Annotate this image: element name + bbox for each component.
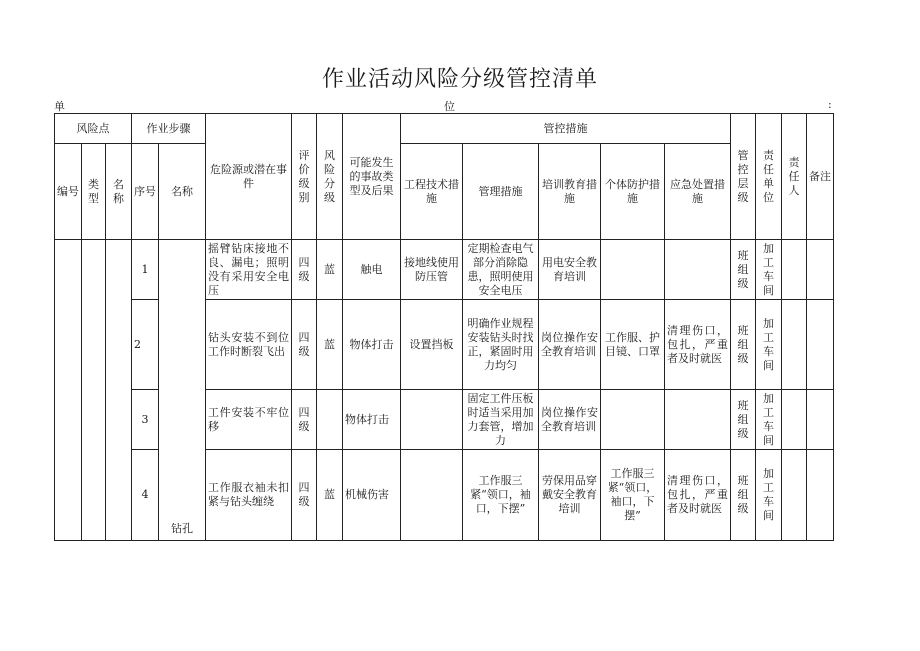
header-work-step: 作业步骤	[132, 114, 206, 144]
row4-hazard: 工作服衣袖未扣紧与钻头缠绕	[206, 450, 292, 541]
row3-remarks	[807, 390, 834, 450]
row3-unit: 加工车间	[756, 390, 782, 450]
header-control-level: 管控层级	[731, 114, 756, 240]
rp-name-cell	[106, 240, 132, 541]
row1-person	[782, 240, 807, 300]
row2-remarks	[807, 300, 834, 390]
row3-control-level: 班组级	[731, 390, 756, 450]
header-risk-grade: 风险分级	[317, 114, 343, 240]
row4-level: 四级	[292, 450, 317, 541]
header-rp-no: 编号	[55, 144, 82, 240]
row2-person	[782, 300, 807, 390]
row3-hazard: 工件安装不牢位移	[206, 390, 292, 450]
step-name-cell: 钻孔	[159, 240, 206, 541]
row4-emergency: 清理伤口，包扎，严重者及时就医	[665, 450, 731, 541]
row2-training: 岗位操作安全教育培训	[539, 300, 601, 390]
row2-unit: 加工车间	[756, 300, 782, 390]
row2-engineering: 设置挡板	[401, 300, 463, 390]
row4-engineering	[401, 450, 463, 541]
row4-accident: 机械伤害	[343, 450, 401, 541]
header-ppe: 个体防护措施	[601, 144, 665, 240]
row4-remarks	[807, 450, 834, 541]
row1-unit: 加工车间	[756, 240, 782, 300]
row3-engineering	[401, 390, 463, 450]
row3-management: 固定工件压板时适当采用加力套管，增加力	[463, 390, 539, 450]
row4-no: 4	[132, 450, 159, 541]
row2-level: 四级	[292, 300, 317, 390]
row1-emergency	[665, 240, 731, 300]
row2-emergency: 清理伤口，包扎，严重者及时就医	[665, 300, 731, 390]
header-risk-point: 风险点	[55, 114, 132, 144]
row3-ppe	[601, 390, 665, 450]
row2-ppe: 工作服、护目镜、口罩	[601, 300, 665, 390]
header-accident-type: 可能发生的事故类型及后果	[343, 114, 401, 240]
row1-level: 四级	[292, 240, 317, 300]
header-rp-name: 名称	[106, 144, 132, 240]
rp-no-cell	[55, 240, 82, 541]
row4-grade: 蓝	[317, 450, 343, 541]
row3-person	[782, 390, 807, 450]
header-hazard: 危险源或潜在事件	[206, 114, 292, 240]
row3-grade	[317, 390, 343, 450]
row2-accident: 物体打击	[343, 300, 401, 390]
header-evaluation-level: 评价级别	[292, 114, 317, 240]
unit-label-left: 单	[54, 100, 65, 113]
risk-control-table	[54, 113, 834, 541]
row3-level: 四级	[292, 390, 317, 450]
header-responsible-unit: 责任单位	[756, 114, 782, 240]
rp-type-cell	[82, 240, 106, 541]
row1-management: 定期检查电气部分消除隐患，照明使用安全电压	[463, 240, 539, 300]
header-ws-name: 名称	[159, 144, 206, 240]
header-rp-type: 类型	[82, 144, 106, 240]
row3-training: 岗位操作安全教育培训	[539, 390, 601, 450]
unit-label-right: :	[828, 98, 832, 111]
row4-control-level: 班组级	[731, 450, 756, 541]
row4-unit: 加工车间	[756, 450, 782, 541]
row4-management: 工作服三紧“领口，袖口，下摆”	[463, 450, 539, 541]
unit-row	[54, 98, 834, 114]
header-responsible-person: 责任人	[782, 114, 807, 240]
row1-accident: 触电	[343, 240, 401, 300]
row2-hazard: 钻头安装不到位工作时断裂飞出	[206, 300, 292, 390]
row1-engineering: 接地线使用防压管	[401, 240, 463, 300]
header-ws-no: 序号	[132, 144, 159, 240]
row2-control-level: 班组级	[731, 300, 756, 390]
row1-ppe	[601, 240, 665, 300]
header-remarks: 备注	[807, 114, 834, 240]
row2-no: 2	[132, 300, 159, 390]
row1-control-level: 班组级	[731, 240, 756, 300]
unit-label-mid: 位	[444, 100, 455, 113]
row1-hazard: 摇臂钻床接地不良、漏电；照明没有采用安全电压	[206, 240, 292, 300]
page-title: 作业活动风险分级管控清单	[321, 67, 598, 92]
header-management: 管理措施	[463, 144, 539, 240]
header-training: 培训教育措施	[539, 144, 601, 240]
row1-grade: 蓝	[317, 240, 343, 300]
row1-remarks	[807, 240, 834, 300]
row2-management: 明确作业规程安装钻头时找正，紧固时用力均匀	[463, 300, 539, 390]
row1-training: 用电安全教育培训	[539, 240, 601, 300]
row3-emergency	[665, 390, 731, 450]
row1-no: 1	[132, 240, 159, 300]
row4-training: 劳保用品穿戴安全教育培训	[539, 450, 601, 541]
header-control-measures: 管控措施	[401, 114, 731, 144]
row4-ppe: 工作服三紧“领口，袖口，下摆”	[601, 450, 665, 541]
row4-person	[782, 450, 807, 541]
header-emergency: 应急处置措施	[665, 144, 731, 240]
row3-accident: 物体打击	[343, 390, 401, 450]
row2-grade: 蓝	[317, 300, 343, 390]
header-engineering: 工程技术措施	[401, 144, 463, 240]
row3-no: 3	[132, 390, 159, 450]
